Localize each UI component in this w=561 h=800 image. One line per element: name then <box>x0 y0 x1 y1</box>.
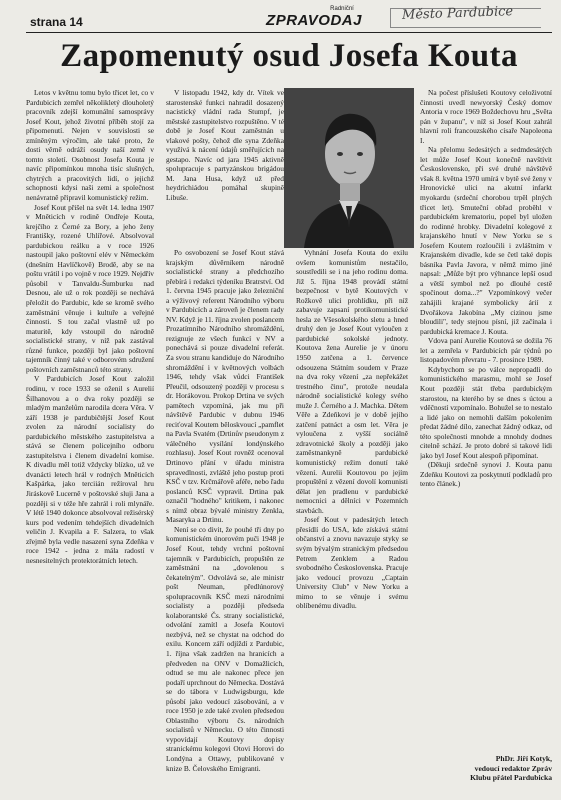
page-number: strana 14 <box>30 15 83 29</box>
paragraph: V Pardubicích Josef Kout založil rodinu, v roce 1933 se oženil s Aurelií Šilhanovou a o dva roky později se mladým manželům narodila dcera Věra. V září 1938 je pardubičtější Josef Kout zvolen za národní socialisty do pardubického městského zastupitelstva a stává se členem policejního odboru zastupitelstva i členem divadelní komise. K divadlu měl totiž vždycky blízko, už ve dvanácti letech hrál v rodných Mněticích Kašpárka, jako terciián režíroval hru Jiráskově Lucerně v poštovské sluji Jana a později si v téže hře zahrál i roli mlynáře. V létě 1940 dokonce absolvoval režisérský kurs pod vedením tehdejších divadelních veličin J. Kvapila a F. Salzera, to však zřejmě byla vedle nasazení syna Zdeňka v roce 1942 - jedna z mála radostí v nesnesitelných protektorátních letech. <box>26 374 154 565</box>
paragraph: Vyhnání Josefa Kouta do exilu ovšem komunistům nestačilo, soustředili se i na jeho rodinu doma. Již 5. října 1948 provádí státní bezpečnost v bytě Koutových v Rožkově ulici prohlídku, při níž zabavuje zapsaní protikomunistické hesla ze Všesokolského sletu a hned druhý den je Josef Kout vyloučen z pardubické sokolské jednoty. Koutova žena Aurelie je v únoru 1950 zatčena a 1. července odsouzena Státním soudem v Praze na dva roky vězení „za nepřekážet trestného činu", protože neudala národně socialistické kolegy svého muže J. Černého a J. Machka. Dětem Věře a Zdeňkovi je v době jejího zatčení patnáct a osm let. Věra je vyloučena z vyšší sociálně zdravotnické školy a později jako zaměstnankyně pardubické komunistický režim donutí také vězení. Aurelii Koutovou po jejím propuštění z vězení dovolí komunisti dělat jen pradlenu v pardubické nemocnici a dělníci v Pozemních stavbách. <box>296 248 408 515</box>
article-column-1 <box>26 88 154 788</box>
masthead <box>262 6 366 29</box>
article-headline: Zapomenutý osud Josefa Kouta <box>60 38 518 74</box>
masthead-title: ZPRAVODAJ <box>266 12 362 29</box>
paragraph: Po osvobození se Josef Kout stává krajským důvěrníkem národně socialistické strany a předchozího přebírá i redakci týdeníku Bratrství. Od 1. června 1945 pracuje jako železniční a výživový referent Národního výboru v Pardubicích a zároveň je členem rady NV. Když je 11. října zvolen poslancem Prozatímního Národního shromáždění, rezignuje ze všech funkcí v NV a ponechává si pouze divadelní referát. Za svou stranu kandiduje do Národního shromáždění i v květnových volbách 1946, tehdy však vůdci František Přeučil, odsouzený později v procesu s dr. Horákovou. Prokop Drtina ve svých pamětech vzpomíná, jak mu při návštěvě Pardubic v dubnu 1946 reciťoval Koutem běloskvoucí „pamflet na Pavla Svatém (Drtinův pseudonym z válečného vysílání londýnského rozhlasu). Josef Kout rovněž ocenoval Drtinovo přání v úřadu ministra spravedlnosti, zvláště jeho postup proti KSČ v tzv. Krčmářově aféře, nebo řadu poslanců KSČ vypravil. Drtina pak označil "hodného" kritikem, i nakonec s nímž obraz bývalé ministry Zenkla, Masaryka a Drtinu. <box>166 248 284 525</box>
paragraph: Není se co divit, že pouhé tři dny po komunistickém únorovém puči 1948 je Josef Kout, tehdy vrchní poštovní tajemník v Pardubicích, propuštěn ze zaměstnání na „dovolenou s čekatelným". Odvolává se, ale ministr pošt Neuman, předlúnorový spolupracovník KSČ mezi národními socialisty a později předseda kolaborantské Čs. strany socialistické, odvolání zamítl a Josefa Koutovi nezbývá, než se chystat na odchod do exilu. Koncem září odjíždí z Pardubic, 1. října však zadržen na hranicích a předveden na ONV v Domažlicích, odtud se mu ale nakonec přece jen podaří uprchnout do Německa. Dostává se do tábora v Ludwigsburgu, kde působí jako vedoucí zásobování, a v roce 1950 je zde také zvolen předsedou Oblastního výboru čs. národních socialistů v Německu. O této činnosti vypovídají Koutovy dopisy stranickému kolegovi Otovi Horovi do Londýna a Ottawy, publikované v knize B. Čelovského Emigranti. <box>166 524 284 773</box>
article-column-2 <box>166 88 284 788</box>
author-name: PhDr. Jiří Kotyk, <box>495 754 552 763</box>
column-2-top <box>166 88 284 248</box>
paragraph: V listopadu 1942, kdy dr. Vítek ve starostenské funkci nahradil dosazený nacistický vládní rada Stumpf, je městské zastupitelstvo rozpuštěno. V té době je Josef Kout zaměstnán u vlakové pošty, čehož dle syna Zdeňka využívá k nácení údajů směřujících na gestapo. Navíc od jara 1945 aktivně spolupracuje s partyzánskou brigádou M. Jana Husa, když už před heydrichiádou pomáhal skupině Libuše. <box>166 88 284 203</box>
paragraph: (Děkuji srdečně synovi J. Kouta panu Zdeňku Koutovi za poskytnutí podkladů pro tento článek.) <box>420 460 552 489</box>
portrait-figure-icon <box>284 88 414 248</box>
article-column-3 <box>296 248 408 788</box>
paragraph: Vdova paní Aurelie Koutová se dožila 76 let a zemřela v Pardubicích pár týdnů po listopadovém převratu - 7. prosince 1989. <box>420 336 552 365</box>
column-2-bottom <box>166 248 284 788</box>
author-role: vedoucí redaktor Zpráv <box>474 763 552 773</box>
paragraph: Letos v květnu tomu bylo třicet let, co v Pardubicích zemřel několikletý dlouholetý pracovník zdejší komunální samosprávy Josef Kout, jehož životní příběh stojí za připomenutí. Nejen v souvislosti se zmíněným výročím, ale také proto, že dosti věrně odráží osudy naší země v tomto století. Osobnost Josefa Kouta je navíc připomínkou mnoha tisíc slušných, chytrých a pracovitých lidí, o jejichž schopnosti kdysi naši zemi a společnost nenávratně připravil komunistický režim. <box>26 88 154 203</box>
portrait-photo <box>284 88 414 248</box>
paragraph: Josef Kout přišel na svět 14. ledna 1907 v Mněticích v rodině Ondřeje Kouta, krejčího z Černé za Bory, a jeho ženy Františky, rozené Uhlířové. Absolvoval pardubickou reálku a v roce 1926 nastoupil jako poštovní elév v Německém (dnešním Havlíčkově) Brodě, aby se na poštu vrátil i po vojně v roce 1929. Nejdřív působil v Tanvaldu-Šumburku nad Desnou, ale už o rok později se nechává přeložit do Pardubic, kde se kromě svého zaměstnání věnuje i kultuře a veřejné činnosti. S tou začal vlastně už po maturitě, kdy vstoupil do národně socialistické strany, v níž pak zastával různé funkce, později byl jako poštovní tajemník činný také v odborovém sdružení poštovních zaměstnanců této strany. <box>26 202 154 374</box>
paragraph: Na počest příslušeti Koutovy celoživotní činnosti uvedl newyorský Český domov Antoria v roce 1969 Boždechovu hru „Světa pán v županu", v níž si Josef Kout zahrál hlavní roli francouzského císaře Napoleona I. <box>420 88 552 145</box>
author-organization: Klubu přátel Pardubicka <box>470 773 552 782</box>
article-column-4 <box>420 88 552 788</box>
paragraph: Kdybychom se po válce nepropadli do komunistického marasmu, mohl se Josef Kout později stát třeba pardubickým starostou, na kterého by se dnes s úctou a vděčností vzpomínalo. Bohužel se to nestalo a lidé jako on nemohli dalším pokolením předat žádné dílo, zanechat žádný odkaz, od této společnosti mnohde a mnohdy dodnes citelně schází. Je proto dobré si takové lidi jako byl Josef Kout alespoň připomínat. <box>420 364 552 460</box>
masthead-subtitle: Radniční <box>330 6 354 12</box>
page-header <box>26 6 552 33</box>
handwritten-note: Město Pardubice <box>401 4 514 23</box>
author-signature <box>420 754 552 783</box>
paragraph: Josef Kout v padesátých letech přesídlí do USA, kde získává státní občanství a znovu navazuje styky se svým bývalým stranickým předsedou Petrem Zenklem a Radou svobodného Československa. Pracuje jako vedoucí provozu „Captain University Club" v New Yorku a mimo to se věnuje i svému oblíbenému divadlu. <box>296 515 408 611</box>
paragraph: Na přelomu šedesátých a sedmdesátých let může Josef Kout konečně navštívit Československo, při své druhé návštěvě však 8. května 1970 umírá v bytě své ženy v Hronovické ulici na akutní infarkt myokardu (srdeční chorobou trpěl plných třicet let). Smuteční obřad proběhl v pardubickém krematoriu, popel byl uložen do rodinné hrobky. Divadelní kolegové z krajanského hnutí v New Yorku se s Josefem Koutem rozloučili i zvláštním v Krajanském divadle, kde se četl také dopis básníka Pavla Javora, v němž mimo jiné napsal: „Může být pro výhnance lepší osud a větší symbol než po dlouhé cestě spočinout doma...?" Vzpomínkový večer zahájili krajané symbolicky árií z Dvořákova Jakobína „My cizinou jsme bloudili", tedy stejnou písní, již začínala i pardubická kremace J. Kouta. <box>420 145 552 336</box>
